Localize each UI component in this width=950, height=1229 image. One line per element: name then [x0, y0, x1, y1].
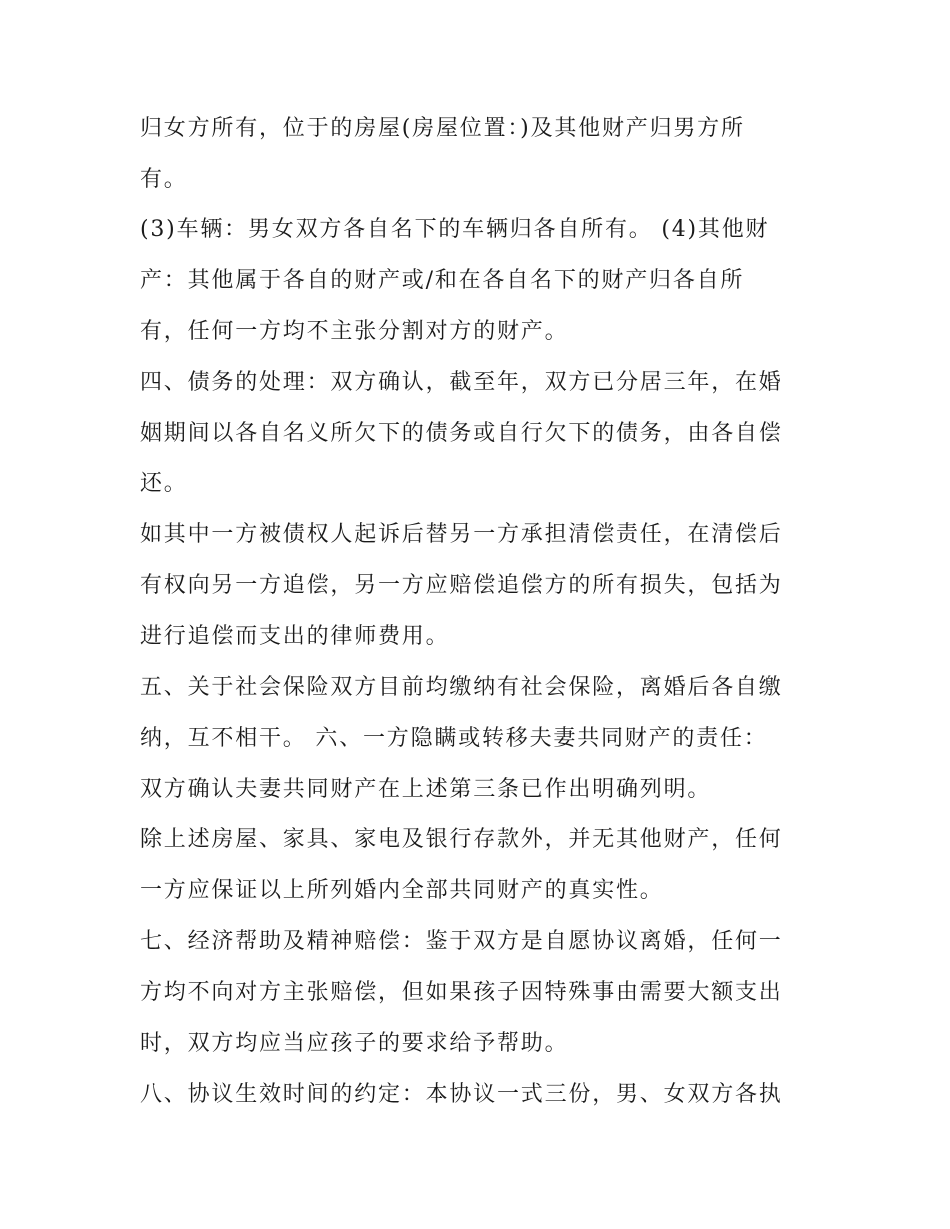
text-line: 四、债务的处理：双方确认，截至年，双方已分居三年，在婚 [140, 370, 783, 395]
text-line: 有权向另一方追偿，另一方应赔偿追偿方的所有损失，包括为 [140, 573, 783, 598]
text-line: 五、关于社会保险双方目前均缴纳有社会保险，离婚后各自缴 [140, 675, 783, 700]
text-line: 如其中一方被债权人起诉后替另一方承担清偿责任，在清偿后 [140, 522, 783, 547]
text-line: 有，任何一方均不主张分割对方的财产。 [140, 319, 569, 344]
text-line: 除上述房屋、家具、家电及银行存款外，并无其他财产，任何 [140, 827, 783, 852]
text-line: 产：其他属于各自的财产或/和在各自名下的财产归各自所 [140, 268, 745, 293]
text-line: 方均不向对方主张赔偿，但如果孩子因特殊事由需要大额支出 [140, 980, 783, 1005]
text-line: 七、经济帮助及精神赔偿：鉴于双方是自愿协议离婚，任何一 [140, 929, 783, 954]
text-line: 还。 [140, 471, 188, 496]
text-line: 纳，互不相干。 六、一方隐瞒或转移夫妻共同财产的责任： [140, 726, 768, 751]
text-line: 一方应保证以上所列婚内全部共同财产的真实性。 [140, 878, 664, 903]
text-line: 有。 [140, 167, 188, 192]
text-line: 双方确认夫妻共同财产在上述第三条已作出明确列明。 [140, 777, 712, 802]
text-line: 进行追偿而支出的律师费用。 [140, 624, 450, 649]
text-line: 八、协议生效时间的约定：本协议一式三份，男、女双方各执 [140, 1082, 783, 1107]
text-line: 时，双方均应当应孩子的要求给予帮助。 [140, 1031, 569, 1056]
text-line: (3)车辆：男女双方各自名下的车辆归各自所有。 (4)其他财 [140, 217, 770, 242]
text-line: 姻期间以各自名义所欠下的债务或自行欠下的债务，由各自偿 [140, 421, 783, 446]
text-line: 归女方所有，位于的房屋(房屋位置：)及其他财产归男方所 [140, 116, 745, 141]
